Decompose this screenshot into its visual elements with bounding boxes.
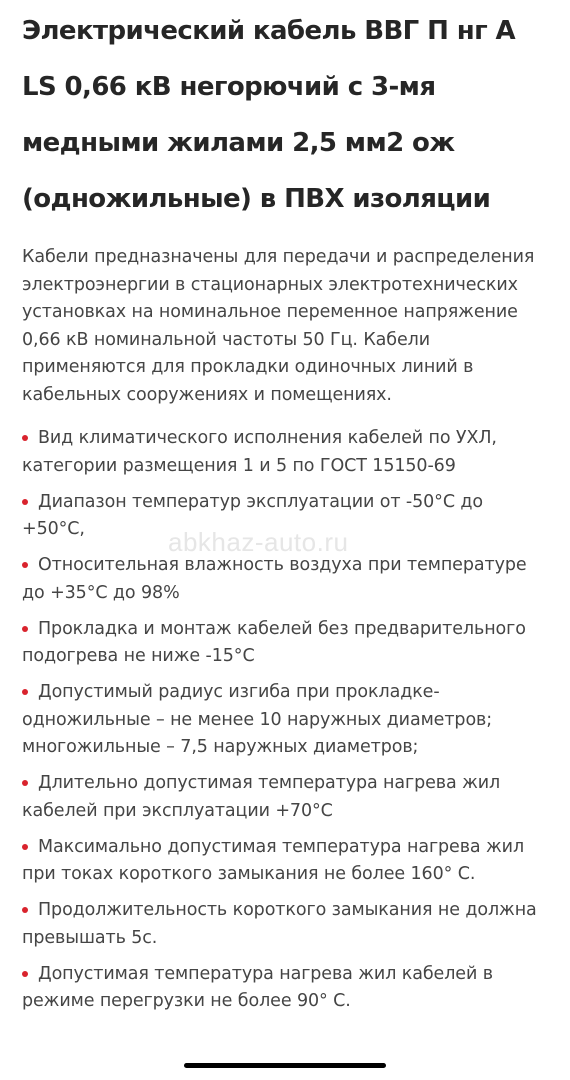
bullet-icon (22, 780, 28, 786)
bullet-icon (22, 626, 28, 632)
list-item (22, 897, 550, 952)
bullet-icon (22, 971, 28, 977)
list-item (22, 489, 550, 544)
list-item (22, 552, 550, 607)
watermark: abkhaz-auto.ru (168, 527, 349, 557)
list-item (22, 679, 550, 762)
bullet-icon (22, 844, 28, 850)
feature-text: Допустимый радиус изгиба при прокладке- одножильные – не менее 10 наружных диаметров; многожильные – 7,5 наружных диаметров; (22, 682, 493, 757)
bullet-icon (22, 907, 28, 913)
home-indicator[interactable] (184, 1063, 386, 1068)
bullet-icon (22, 499, 28, 505)
feature-text: Допустимая температура нагрева жил кабелей в режиме перегрузки не более 90° С. (22, 963, 493, 1011)
bullet-icon (22, 435, 28, 441)
list-item (22, 961, 550, 1016)
bullet-icon (22, 562, 28, 568)
list-item (22, 770, 550, 825)
feature-text: Прокладка и монтаж кабелей без предварительного подогрева не ниже -15°C (22, 618, 526, 666)
list-item (22, 425, 550, 480)
feature-list (22, 425, 550, 1016)
product-title: Электрический кабель ВВГ П нг A LS 0,66 кВ негорючий с 3-мя медными жилами 2,5 мм2 ож (одножильные) в ПВХ изоляции (22, 16, 516, 214)
feature-text: Максимально допустимая температура нагрева жил при токах короткого замыкания не более 160° С. (22, 836, 525, 884)
product-content (22, 0, 550, 1024)
bullet-icon (22, 689, 28, 695)
feature-text: Длительно допустимая температура нагрева жил кабелей при эксплуатации +70°C (22, 773, 501, 821)
feature-text: Продолжительность короткого замыкания не должна превышать 5с. (22, 900, 537, 948)
list-item (22, 616, 550, 671)
feature-text: Относительная влажность воздуха при температуре до +35°C до 98% (22, 555, 527, 603)
list-item (22, 834, 550, 889)
feature-text: Вид климатического исполнения кабелей по УХЛ, категории размещения 1 и 5 по ГОСТ 15150-69 (22, 428, 497, 476)
feature-text: Диапазон температур эксплуатации от -50°C до +50°C, (22, 491, 484, 539)
product-description: Кабели предназначены для передачи и распределения электроэнергии в стационарных электротехнических установках на номинальное переменное напряжение 0,66 кВ номинальной частоты 50 Гц. Кабели применяются для прокладки одиночных линий в кабельных сооружениях и помещениях. (22, 247, 535, 405)
